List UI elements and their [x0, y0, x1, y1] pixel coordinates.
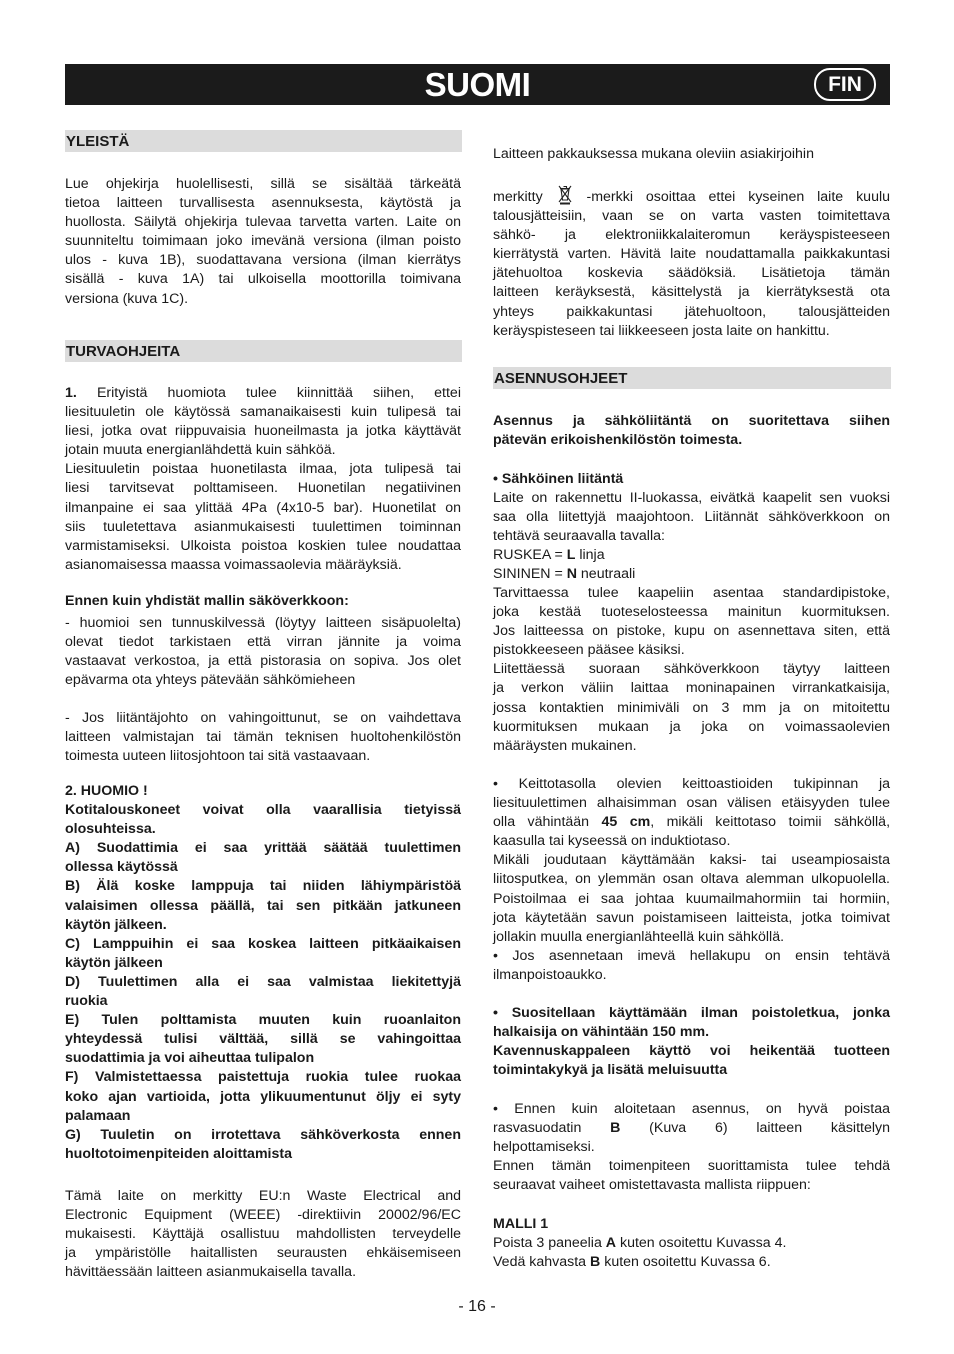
intro-rest-line: jätehuoltoa koskevia säädöksiä. Lisätietoja tämän: [493, 265, 890, 282]
keittorest-line: kaasulla tai kyseessä on induktiotaso.: [493, 833, 731, 850]
yleista-line: versiona (kuva 1C).: [65, 290, 189, 307]
ennen2-line: - Jos liitäntäjohto on vahingoittunut, se on vaihdettava: [65, 710, 461, 726]
sahko-heading-text: • Sähköinen liitäntä: [493, 471, 624, 487]
suosit-line: toimintakykyä ja lisätä meluisuutta: [493, 1062, 728, 1079]
malli-heading: [493, 1215, 890, 1234]
malli-line-2: Vedä kahvasta B kuten osoitettu Kuvassa 6.: [493, 1254, 771, 1271]
turva-line: asianomaisessa maassa voimassaolevia määräyksiä.: [65, 556, 402, 573]
keittorest-line: jota käytetään savun poistamiseen laitteista, jotka toimivat: [493, 909, 890, 926]
weee-paragraph: [65, 1187, 461, 1282]
huomio-line: käytön jälkeen.: [65, 916, 167, 933]
turva-line: jotain muuta energianlähdettä kuin sähköä.: [65, 442, 336, 459]
yleista-line: Lue ohjekirja huolellisesti, sillä se sisältää tärkeätä: [65, 176, 461, 192]
keittorest-line: jollakin muulla energianlähteellä kuin sähköllä.: [493, 928, 785, 945]
weee-line: Electronic Equipment (WEEE) -direktiivin 20002/96/EC: [65, 1207, 461, 1224]
huomio-line: F) Valmistettaessa paistettuja ruokia tulee ruokaa: [65, 1069, 461, 1086]
weee-line: hävittäessään laitteen asianmukaisella tavalla.: [65, 1264, 357, 1281]
disposal-intro-text: Laitteen pakkauksessa mukana oleviin asiakirjoihin: [493, 146, 814, 162]
huomio-line: ollessa käytössä: [65, 859, 178, 876]
huomio-line: 2. HUOMIO !: [65, 783, 148, 799]
sahko-paragraph-2: [493, 584, 890, 756]
turva-line: liesi tarvitsevat polttamiseen. Huonetilan negatiivinen: [65, 480, 461, 497]
turva-paragraph: [65, 384, 461, 575]
yleista-line: ulos - kuva 1B), suodattavana versiona (ilman kierrätys: [65, 252, 461, 269]
suosittelu-note: [493, 1004, 890, 1080]
language-badge: FIN: [814, 68, 876, 101]
sahko2-line: joka kestää tuoteselosteessa mainitun kuormituksen.: [493, 604, 890, 621]
turva-line: siis tuuletettava asianmukaisesti tuulettimen toiminnan: [65, 518, 461, 535]
sahko2-line: pistokkeeseen pääsee käsiksi.: [493, 642, 685, 659]
weee-line: mukaisesti. Käyttäjä osallistuu mahdollisten terveydelle: [65, 1226, 461, 1243]
huomio-line: palamaan: [65, 1107, 131, 1124]
keitto-line-3: olla vähintään 45 cm, mikäli keittotaso toimii sähköllä,: [493, 814, 891, 831]
ennen2-line: laitteen valmistajan tai tämän teknisen huoltohenkilöstön: [65, 729, 461, 746]
keitto-line-1: • Keittotasolla olevien keittoastioiden tukipinnan ja: [493, 776, 890, 792]
disposal-paragraph: [493, 183, 890, 341]
weee-line: ja ympäristölle haitallisten seurausten ehkäisemiseen: [65, 1245, 461, 1262]
yleista-line: suunniteltu toimimaan joko imevänä versiona (ilman poisto: [65, 233, 461, 250]
yleista-line: tietoa laitteen turvallisesta asennuksesta, käytöstä ja: [65, 195, 461, 212]
turva-line: Liesituuletin poistaa huonetilasta ilmaa, jota tulipesä tai: [65, 461, 461, 478]
suosit-line: halkaisija on vähintään 150 mm.: [493, 1024, 710, 1041]
page-number: - 16 -: [458, 1298, 496, 1315]
keittorest-line: • Jos asennetaan imevä hellakupu on ensin tehtävä: [493, 947, 890, 964]
ennen-line-2: rasvasuodatin B (Kuva 6) laitteen käsittelyn: [493, 1120, 890, 1137]
keittorest-line: Mikäli joudutaan käyttämään kaksi- tai useampiosaista: [493, 852, 890, 869]
sahko-line: tehtävä seuraavalla tavalla:: [493, 528, 665, 545]
huomio-line: G) Tuuletin on irrotettava sähköverkosta ennen: [65, 1126, 461, 1143]
wire-colors: [493, 546, 890, 584]
ennen-line-1: • Ennen kuin aloitetaan asennus, on hyvä poistaa: [493, 1101, 890, 1117]
yleista-line: sisällä - kuva 1A) tai ulkoisella moottorilla toimivana: [65, 271, 461, 288]
ennen1-line: olevat tiedot tarkistaen että virran jännite ja voima: [65, 634, 461, 651]
yleista-line: huollosta. Säilytä ohjekirja tulevaa tarvetta varten. Laite on: [65, 214, 461, 231]
ennen1-line: vastaavat verkostoa, ja että pistorasia on sopiva. Jos olet: [65, 653, 461, 670]
sininen-line: SININEN = N neutraali: [493, 566, 636, 583]
intro-rest-line: talousjätteisiin, vaan se on varta vasten toimitettava: [493, 208, 890, 225]
ennen1-line: epävarma ota yhteys pätevään sähkömieheen: [65, 672, 356, 689]
huomio-line: Kotitalouskoneet voivat olla vaarallisia tietyissä: [65, 802, 461, 819]
ruskea-line: RUSKEA = L linja: [493, 547, 605, 563]
ennenrest-line: Ennen tämän toimenpiteen suorittamista tulee tehdä: [493, 1158, 890, 1175]
sahko2-line: kuormituksen mukaan ja joka on voimassaolevien: [493, 718, 890, 735]
huomio-line: C) Lamppuihin ei saa koskea laitteen pitkäaikaisen: [65, 935, 461, 952]
turva-line: liesituuletin ole käytössä samanaikaisesti kuin tulipesä tai: [65, 404, 461, 421]
malli-heading-text: MALLI 1: [493, 1216, 549, 1232]
ennen1-line: - huomioi sen tunnuskilvessä (löytyy laitteen sisäpuolelta): [65, 615, 461, 631]
huomio-line: suodattimia ja voi aiheuttaa tulipalon: [65, 1050, 315, 1067]
malli-paragraph: [493, 1234, 890, 1272]
merkitty-rest-text: -merkki osoittaa ettei kyseinen laite kuulu: [586, 189, 890, 205]
page-title: SUOMI: [424, 66, 531, 103]
huomio-line: koko ajan vartioida, jotta ylikuumentunut öljy ei syty: [65, 1088, 461, 1105]
asennusbold-line: Asennus ja sähköliitäntä on suoritettava siihen: [493, 413, 890, 429]
huomio-line: A) Suodattimia ei saa yrittää säätää tuulettimen: [65, 840, 461, 857]
asennus-bold-note: [493, 412, 890, 450]
asennusbold-line: pätevän erikoishenkilöstön toimesta.: [493, 432, 743, 449]
disposal-intro-line: [493, 145, 890, 164]
suosit-line: • Suositellaan käyttämään ilman poistoletkua, jonka: [493, 1005, 890, 1021]
suosit-line: Kavennuskappaleen käyttö voi heikentää tuotteen: [493, 1043, 890, 1060]
ennenrest-line: seuraavat vaiheet omistettavasta mallista riippuen:: [493, 1177, 811, 1194]
merkitty-line: [493, 183, 890, 207]
huomio-line: E) Tulen polttamista muuten kuin ruoanlaiton: [65, 1012, 461, 1029]
keittorest-line: ilmanpoistoaukko.: [493, 966, 607, 983]
huomio-line: yhteydessä tulisi välttää, sillä se vahingoittaa: [65, 1031, 461, 1048]
intro-rest-line: sähkö- ja elektroniikkalaiteromun keräyspisteeseen: [493, 227, 890, 244]
turva-line: varmistamiseksi. Ulkoista poistoa koskien tulee noudattaa: [65, 537, 461, 554]
sahko-line: saa olla liitettyjä maajohtoon. Liitännät sähköverkkoon on: [493, 509, 890, 526]
ennen-heading: [65, 592, 461, 611]
ennen-paragraph-1: [65, 614, 461, 690]
ennenrest-line: helpottamiseksi.: [493, 1139, 595, 1156]
huomio-line: B) Älä koske lamppuja tai niiden lähiympäristöä: [65, 878, 461, 895]
huomio-line: käytön jälkeen: [65, 954, 163, 971]
turva-number: 1.: [65, 385, 77, 401]
intro-rest-line: laitteen keräyksestä, käsittelystä ja kierrätyksestä ota: [493, 284, 890, 301]
merkitty-text: merkitty: [493, 189, 543, 205]
ennen-asennus-paragraph: [493, 1100, 890, 1195]
malli-line-1: Poista 3 paneelia A kuten osoitettu Kuvassa 4.: [493, 1235, 787, 1251]
ennen-heading-text: Ennen kuin yhdistät mallin säköverkkoon:: [65, 593, 349, 609]
huomio-line: valaisimen ollessa päällä, tai sen pitkään jatkuneen: [65, 897, 461, 914]
sahko2-line: Liitettäessä suoraan sähköverkkoon täytyy laitteen: [493, 661, 890, 678]
sahko2-line: jossa kontaktien minimiväli on 3 mm ja on mitoitettu: [493, 699, 890, 716]
huomio-line: olosuhteissa.: [65, 821, 156, 838]
keittorest-line: Poistoilmaa ei saa johtaa kuumailmahormiin tai hormiin,: [493, 890, 890, 907]
sahko-paragraph: [493, 489, 890, 546]
sahko-line: Laite on rakennettu II-luokassa, eivätkä kaapelit sen vuoksi: [493, 490, 890, 506]
turva-line: 1. Erityistä huomiota tulee kiinnittää siihen, ettei: [65, 385, 461, 401]
huomio-line: ruokia: [65, 993, 108, 1010]
turva-line: ilmanpaine ei saa ylittää 4Pa (4x10-5 bar). Huonetilat on: [65, 499, 461, 516]
header-banner: [65, 64, 890, 105]
section-heading-asennusohjeet: ASENNUSOHJEET: [493, 367, 891, 389]
intro-rest-line: yhteys paikkakuntasi jätehuoltoon, talousjätteiden: [493, 303, 890, 320]
sahko2-line: ja verkon väliin laittaa moninapainen virrankatkaisija,: [493, 680, 890, 697]
weee-line: Tämä laite on merkitty EU:n Waste Electrical and: [65, 1188, 461, 1204]
yleista-paragraph: [65, 175, 461, 309]
weee-bin-icon: [558, 183, 572, 205]
sahko2-line: määräysten mukainen.: [493, 737, 637, 754]
ennen2-line: toimesta uuteen liitosjohtoon tai sitä vastaavaan.: [65, 748, 371, 765]
sahko2-line: Tarvittaessa tulee kaapeliin asentaa standardipistoke,: [493, 585, 890, 601]
huomio-line: huoltotoimenpiteiden aloittamista: [65, 1145, 293, 1162]
sahko-heading: [493, 470, 890, 489]
keittotaso-paragraph: [493, 775, 890, 985]
huomio-warnings: [65, 782, 461, 1164]
keitto-line-2: liesituulettimen alhaisimman osan välisen etäisyyden tulee: [493, 795, 890, 812]
turva-line: liesi, jotka ovat riippuvaisia huoneilmasta ja jotka käyttävät: [65, 423, 461, 440]
sahko2-line: Jos laitteessa on pistoke, kupu on asennettava siten, että: [493, 623, 890, 640]
ennen-paragraph-2: [65, 709, 461, 766]
section-heading-turvaohjeita: TURVAOHJEITA: [65, 340, 462, 362]
intro-rest-line: keräyspisteseen tai liikkeeseen josta laite on hankittu.: [493, 322, 830, 339]
section-heading-yleista: YLEISTÄ: [65, 130, 462, 152]
keittorest-line: liitosputkea, on ylemmän osan oltava alemman ulkopuolella.: [493, 871, 890, 888]
intro-rest-line: kierrätystä varten. Hävitä laite noudattamalla paikkakuntasi: [493, 246, 890, 263]
huomio-line: D) Tuulettimen alla ei saa valmistaa liekitettyjä: [65, 973, 461, 990]
